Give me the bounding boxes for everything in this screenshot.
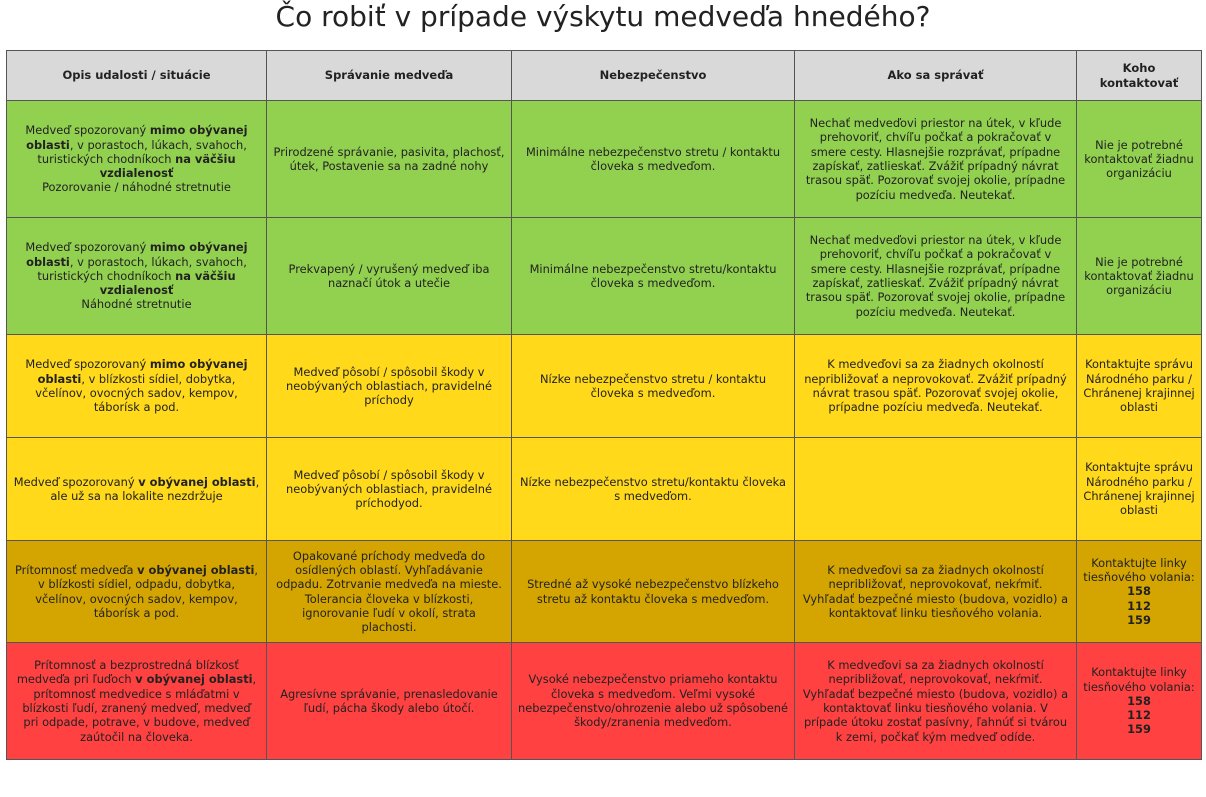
danger-cell: Nízke nebezpečenstvo stretu / kontaktu človeka s medveďom. [512,335,795,438]
behavior-cell: Opakované príchody medveďa do osídlených oblastí. Vyhľadávanie odpadu. Zotrvanie medveďa na mieste. Tolerancia človeka v blízkosti, ignorovanie ľudí v okolí, strata plachosti. [267,541,512,643]
bear-guidance-table [6,50,1202,760]
description-text: , v blízkosti sídiel, dobytka, včelínov, ovocných sadov, kempov, táborísk a pod. [35,371,238,415]
emergency-number: 158 [1127,584,1151,599]
description-text: v porastoch, lúkach, svahoch, turistických chodníkoch [37,254,247,283]
description-text: , v blízkosti sídiel, odpadu, dobytka, včelínov, ovocných sadov, kempov, táborísk a pod. [35,562,259,620]
description-cell [7,101,267,218]
danger-cell: Minimálne nebezpečenstvo stretu/kontaktu človeka s medveďom. [512,218,795,335]
table-row [7,101,1202,218]
description-cell [7,541,267,643]
table-row [7,541,1202,643]
description-cell [7,438,267,541]
table-row [7,218,1202,335]
description-text: v porastoch, lúkach, svahoch, turistických chodníkoch [37,137,247,166]
header-bear-behavior: Správanie medveďa [267,51,512,101]
description-text: Medveď spozorovaný [25,357,150,372]
behavior-cell: Prekvapený / vyrušený medveď iba naznačí útok a utečie [267,218,512,335]
behavior-cell: Agresívne správanie, prenasledovanie ľudí, pácha škody alebo útočí. [267,643,512,760]
table-row [7,438,1202,541]
header-danger: Nebezpečenstvo [512,51,795,101]
contact-cell: Kontaktujte správu Národného parku / Chránenej krajinnej oblasti [1077,438,1202,541]
description-text: Medveď spozorovaný [25,123,150,138]
table-row [7,335,1202,438]
action-cell: Nechať medveďovi priestor na útek, v kľude prehovoriť, chvíľu počkať a pokračovať v smere cesty. Hlasnejšie rozprávať, prípadne zapískať, zatlieskať. Zvážiť prípadný návrat trasou späť. Pozorovať svojej okolie, prípadne pozíciu medveďa. Neutekať. [795,218,1077,335]
behavior-cell: Prirodzené správanie, pasivita, plachosť, útek, Postavenie sa na zadné nohy [267,101,512,218]
danger-cell: Vysoké nebezpečenstvo priameho kontaktu človeka s medveďom. Veľmi vysoké nebezpečenstvo/ohrozenie alebo už spôsobené škody/zranenia medveďom. [512,643,795,760]
description-emphasis: mimo obývanej oblasti [26,240,248,269]
action-cell: K medveďovi sa za žiadnych okolností nepribližovať, neprovokovať, nekŕmiť. Vyhľadať bezpečné miesto (budova, vozidlo) a kontaktovať linku tiesňového volania. [795,541,1077,643]
description-cell [7,335,267,438]
contact-cell [1077,541,1202,643]
behavior-cell: Medveď pôsobí / spôsobil škody v neobývaných oblastiach, pravidelné príchody [267,335,512,438]
behavior-cell: Medveď pôsobí / spôsobil škody v neobývaných oblastiach, pravidelné príchodyod. [267,438,512,541]
emergency-number: 112 [1127,598,1151,613]
description-text: Prítomnosť medveďa [14,562,138,577]
description-text: Náhodné stretnutie [81,297,192,312]
contact-cell: Nie je potrebné kontaktovať žiadnu organizáciu [1077,218,1202,335]
description-emphasis: mimo obývanej oblasti [37,357,248,386]
contact-text: Kontaktujte linky tiesňového volania: [1083,555,1195,585]
danger-cell: Stredné až vysoké nebezpečenstvo blízkeho stretu až kontaktu človeka s medveďom. [512,541,795,643]
contact-text: Kontaktujte linky tiesňového volania: [1083,665,1195,694]
header-whom-to-contact: Koho kontaktovať [1077,51,1202,101]
description-text: Pozorovanie / náhodné stretnutie [42,180,231,195]
description-text: , ale už sa na lokalite nezdržuje [50,474,260,503]
contact-cell: Kontaktujte správu Národného parku / Chránenej krajinnej oblasti [1077,335,1202,438]
description-text: Prítomnosť a bezprostredná blízkosť medveďa pri ľuďoch [16,658,239,687]
table-header-row [7,51,1202,101]
emergency-number: 159 [1127,722,1151,737]
action-cell [795,438,1077,541]
description-emphasis: mimo obývanej oblasti [26,123,248,152]
danger-cell: Nízke nebezpečenstvo stretu/kontaktu človeka s medveďom. [512,438,795,541]
description-cell [7,643,267,760]
description-emphasis: v obývanej oblasti [137,562,255,577]
emergency-number: 112 [1127,708,1151,723]
emergency-number: 159 [1127,612,1151,627]
action-cell: K medveďovi sa za žiadnych okolností nepribližovať, neprovokovať, nekŕmiť. Vyhľadať bezpečné miesto (budova, vozidlo) a kontaktovať linku tiesňového volania. V prípade útoku zostať pasívny, ľahnúť si tvárou k zemi, počkať kým medveď odíde. [795,643,1077,760]
description-text: , [69,137,74,152]
contact-cell: Nie je potrebné kontaktovať žiadnu organizáciu [1077,101,1202,218]
contact-cell [1077,643,1202,760]
description-text: , [69,254,74,269]
description-cell [7,218,267,335]
action-cell: Nechať medveďovi priestor na útek, v kľude prehovoriť, chvíľu počkať a pokračovať v smere cesty. Hlasnejšie rozprávať, prípadne zapískať, zatlieskať. Zvážiť prípadný návrat trasou späť. Pozorovať svojej okolie, prípadne pozíciu medveďa. Neutekať. [795,101,1077,218]
action-cell: K medveďovi sa za žiadnych okolností nepribližovať a neprovokovať. Zvážiť prípadný návrat trasou späť. Pozorovať svojej okolie, prípadne pozíciu medveďa. Neutekať. [795,335,1077,438]
header-description: Opis udalosti / situácie [7,51,267,101]
description-emphasis: v obývanej oblasti [135,672,253,687]
table-row [7,643,1202,760]
description-emphasis: v obývanej oblasti [138,474,256,489]
description-text: Medveď spozorovaný [25,240,150,255]
page-title: Čo robiť v prípade výskytu medveďa hnedého? [275,0,931,33]
description-text: , prítomnosť medvedice s mláďatmi v blízkosti ľudí, zranený medveď, medveď pri odpade, potrave, v budove, medveď zaútočil na človeka. [22,672,257,744]
emergency-number: 158 [1127,693,1151,708]
header-how-to-behave: Ako sa správať [795,51,1077,101]
description-text: Medveď spozorovaný [13,474,139,489]
danger-cell: Minimálne nebezpečenstvo stretu / kontaktu človeka s medveďom. [512,101,795,218]
description-emphasis: na väčšiu vzdialenosť [99,268,236,298]
description-emphasis: na väčšiu vzdialenosť [99,151,236,181]
